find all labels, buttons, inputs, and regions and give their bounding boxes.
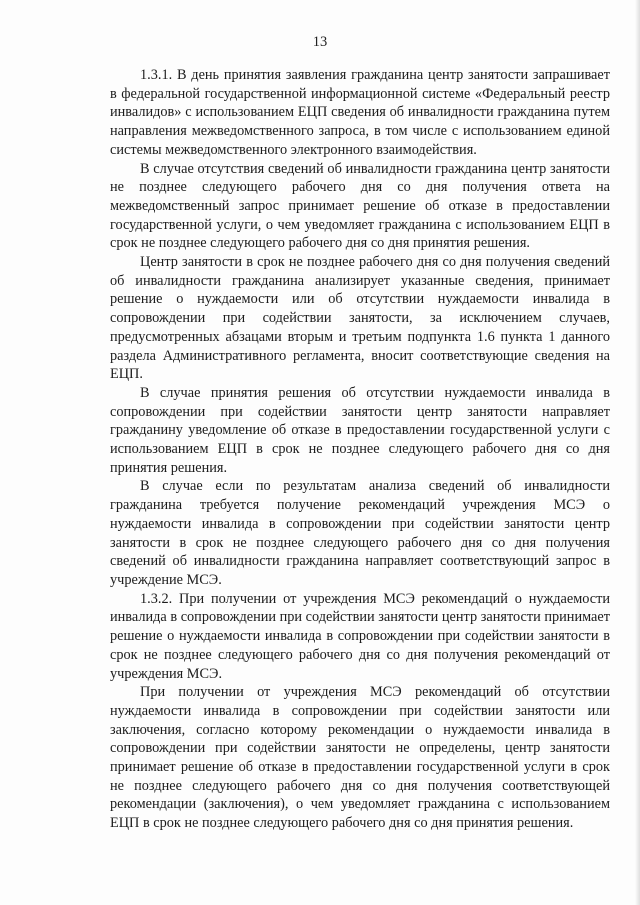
page-edge-shadow bbox=[635, 0, 640, 905]
paragraph-1-3-1: 1.3.1. В день принятия заявления гражданина центр занятости запрашивает в федеральной государственной информационной системе «Федеральный реестр инвалидов» с использованием ЕЦП сведения об инвалидности гражданина путем направления межведомственного запроса, в том числе с использованием единой системы межведомственного электронного взаимодействия. bbox=[110, 67, 610, 158]
page-number: 13 bbox=[312, 34, 328, 50]
paragraph-mse-request: В случае если по результатам анализа сведений об инвалидности гражданина требуется получение рекомендаций учреждения МСЭ о нуждаемости инвалида в сопровождении при содействии занятости центр занятости в срок не позднее следующего рабочего дня со дня получения сведений об инвалидности гражданина направляет соответствующий запрос в учреждение МСЭ. bbox=[110, 478, 610, 588]
paragraph-no-info-refusal: В случае отсутствия сведений об инвалидности гражданина центр занятости не позднее следующего рабочего дня со дня получения ответа на межведомственный запрос принимает решение об отказе в предоставлении государственной услуги, о чем уведомляет гражданина с использованием ЕЦП в срок не позднее следующего рабочего дня со дня принятия решения. bbox=[110, 160, 610, 252]
document-body bbox=[110, 66, 610, 833]
paragraph-analysis: Центр занятости в срок не позднее рабочего дня со дня получения сведений об инвалидности гражданина анализирует указанные сведения, принимает решение о нуждаемости или об отсутствии нуждаемости инвалида в сопровождении при содействии занятости, за исключением случаев, предусмотренных абзацами вторым и третьим подпункта 1.6 пункта 1 данного раздела Административного регламента, вносит соответствующие сведения на ЕЦП. bbox=[110, 254, 610, 383]
paragraph-1-3-2: 1.3.2. При получении от учреждения МСЭ рекомендаций о нуждаемости инвалида в сопровождении при содействии занятости центр занятости принимает решение о нуждаемости инвалида в сопровождении при содействии занятости в срок не позднее следующего рабочего дня со дня получения рекомендаций от учреждения МСЭ. bbox=[110, 590, 610, 682]
paragraph-mse-no-need: При получении от учреждения МСЭ рекомендаций об отсутствии нуждаемости инвалида в сопровождении при содействии занятости или заключения, согласно которому рекомендации о нуждаемости инвалида в сопровождении при содействии занятости не определены, центр занятости принимает решение об отказе в предоставлении государственной услуги в срок не позднее следующего рабочего дня со дня получения соответствующей рекомендации (заключения), о чем уведомляет гражданина с использованием ЕЦП в срок не позднее следующего рабочего дня со дня принятия решения. bbox=[110, 684, 610, 832]
paragraph-no-need-refusal: В случае принятия решения об отсутствии нуждаемости инвалида в сопровождении при содействии занятости центр занятости направляет гражданину уведомление об отказе в предоставлении государственной услуги с использованием ЕЦП в срок не позднее следующего рабочего дня со дня принятия решения. bbox=[110, 384, 610, 476]
